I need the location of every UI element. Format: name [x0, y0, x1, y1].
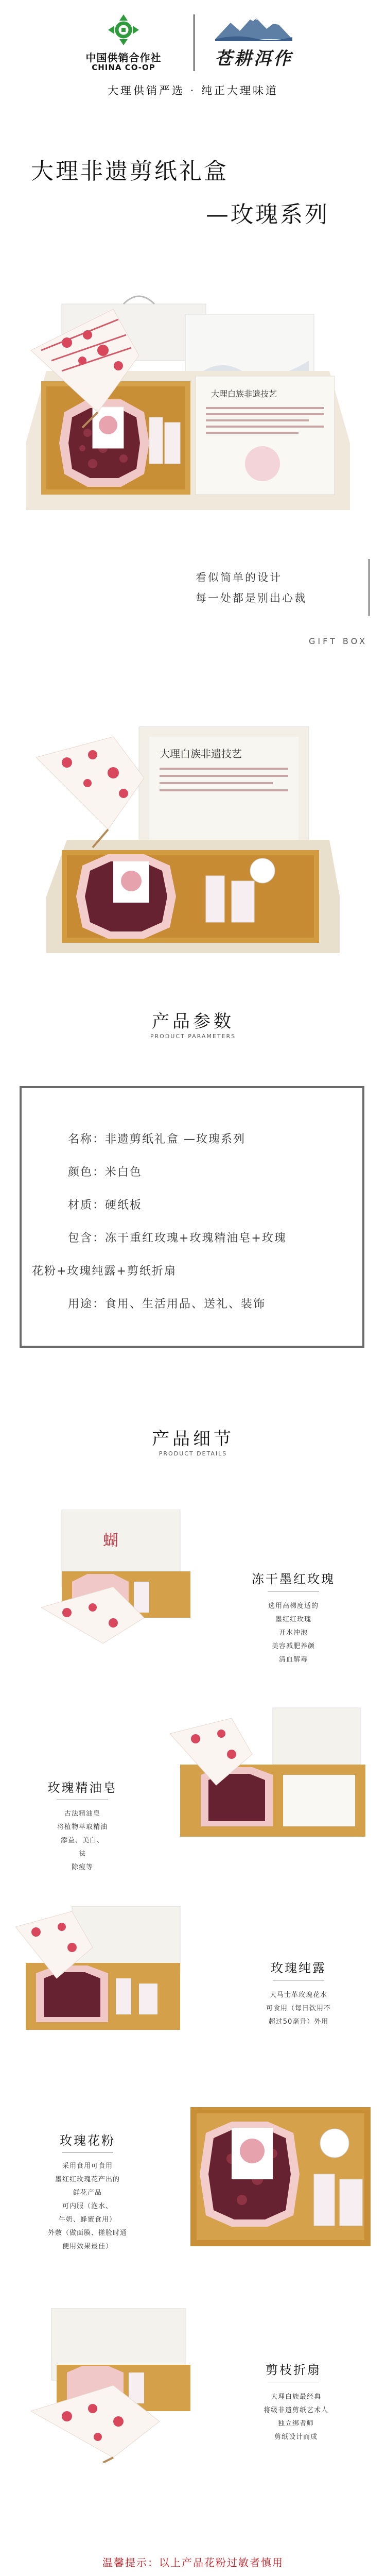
- brand-logo: [205, 13, 308, 75]
- slogan: 大理供销严选 · 纯正大理味道: [107, 84, 279, 97]
- detail-photo-5: [26, 2308, 211, 2463]
- coop-name-cn: 中国供销合作社: [85, 52, 162, 64]
- detail-name-5: 剪枝折扇: [266, 2363, 321, 2377]
- param-usage: 用途：食用、生活用品、送礼、装饰: [68, 1298, 266, 1311]
- details-subtitle: PRODUCT DETAILS: [159, 1450, 227, 1457]
- detail-name-4: 玫瑰花粉: [60, 2133, 115, 2148]
- gift-box-image: [21, 294, 365, 531]
- allergy-warning: 温馨提示：以上产品花粉过敏者慎用: [102, 2556, 284, 2569]
- detail-desc-1: 选用高梯度适的 墨红红玫瑰 开水冲泡 美容减肥养颜 清血解毒: [268, 1602, 319, 1664]
- details-title: 产品细节: [152, 1429, 234, 1449]
- tagline-divider: [369, 559, 370, 616]
- tagline-line2: 每一处都是别出心裁: [196, 592, 307, 604]
- mountain-icon: [215, 13, 292, 41]
- china-coop-logo: [77, 13, 170, 75]
- header: [0, 0, 386, 108]
- detail-name-2: 玫瑰精油皂: [47, 1781, 117, 1795]
- detail-photo-4: [185, 2102, 376, 2251]
- svg-text:蝴: 蝴: [103, 1532, 118, 1550]
- param-material: 材质：硬纸板: [68, 1199, 143, 1212]
- params-subtitle: PRODUCT PARAMETERS: [150, 1033, 236, 1040]
- detail-photo-3: [15, 1906, 185, 2035]
- open-box-image: [36, 726, 345, 969]
- detail-desc-5: 大理白族最经典 将级非遗剪纸艺术人 独立绑者师 剪纸设计而成: [263, 2393, 328, 2441]
- detail-photo-2: [170, 1703, 376, 1847]
- page-title: 大理非遗剪纸礼盒: [31, 158, 229, 184]
- param-color: 颜色：米白色: [68, 1166, 143, 1179]
- page-subtitle: —玫瑰系列: [206, 201, 329, 228]
- brand-name: 苍耕洱作: [215, 48, 293, 69]
- coop-name-en: CHINA CO-OP: [92, 63, 155, 72]
- detail-name-1: 冻干墨红玫瑰: [252, 1572, 335, 1586]
- hero-product-photo: [21, 294, 365, 531]
- params-title: 产品参数: [152, 1011, 234, 1032]
- detail-desc-2: 古法精油皂 将植物萃取精油 添益、美白、 祛 除痘等: [57, 1810, 108, 1871]
- detail-photo-1: [41, 1510, 211, 1649]
- detail-name-3: 玫瑰纯露: [271, 1961, 326, 1975]
- params-box: [20, 1086, 364, 1348]
- open-box-photo: [36, 726, 345, 969]
- logo-divider: [194, 14, 195, 71]
- detail-desc-4: 采用食用可食用 墨红红玫瑰花产出的 鲜花产品 可内服（泡水、 牛奶、蜂蜜食用） 外敷（做面膜、搓脸时通 便用效果最佳）: [47, 2162, 127, 2250]
- open-box-card-heading: 大理白族非遗技艺: [160, 748, 242, 760]
- param-contents-cont: 花粉+玫瑰纯露+剪纸折扇: [32, 1265, 177, 1278]
- param-name: 名称：非遗剪纸礼盒 —玫瑰系列: [68, 1133, 245, 1146]
- detail-desc-3: 大马士革玫瑰花水 可食用（每日饮用不 超过50毫升）外用: [266, 1991, 331, 2026]
- hero-card-heading: 大理白族非遗技艺: [211, 389, 277, 399]
- gift-box-label: GIFT BOX: [309, 636, 368, 646]
- tagline-line1: 看似简单的设计: [196, 571, 282, 584]
- param-contents: 包含：冻干重红玫瑰+玫瑰精油皂+玫瑰: [68, 1232, 287, 1245]
- coop-emblem-icon: [107, 13, 140, 46]
